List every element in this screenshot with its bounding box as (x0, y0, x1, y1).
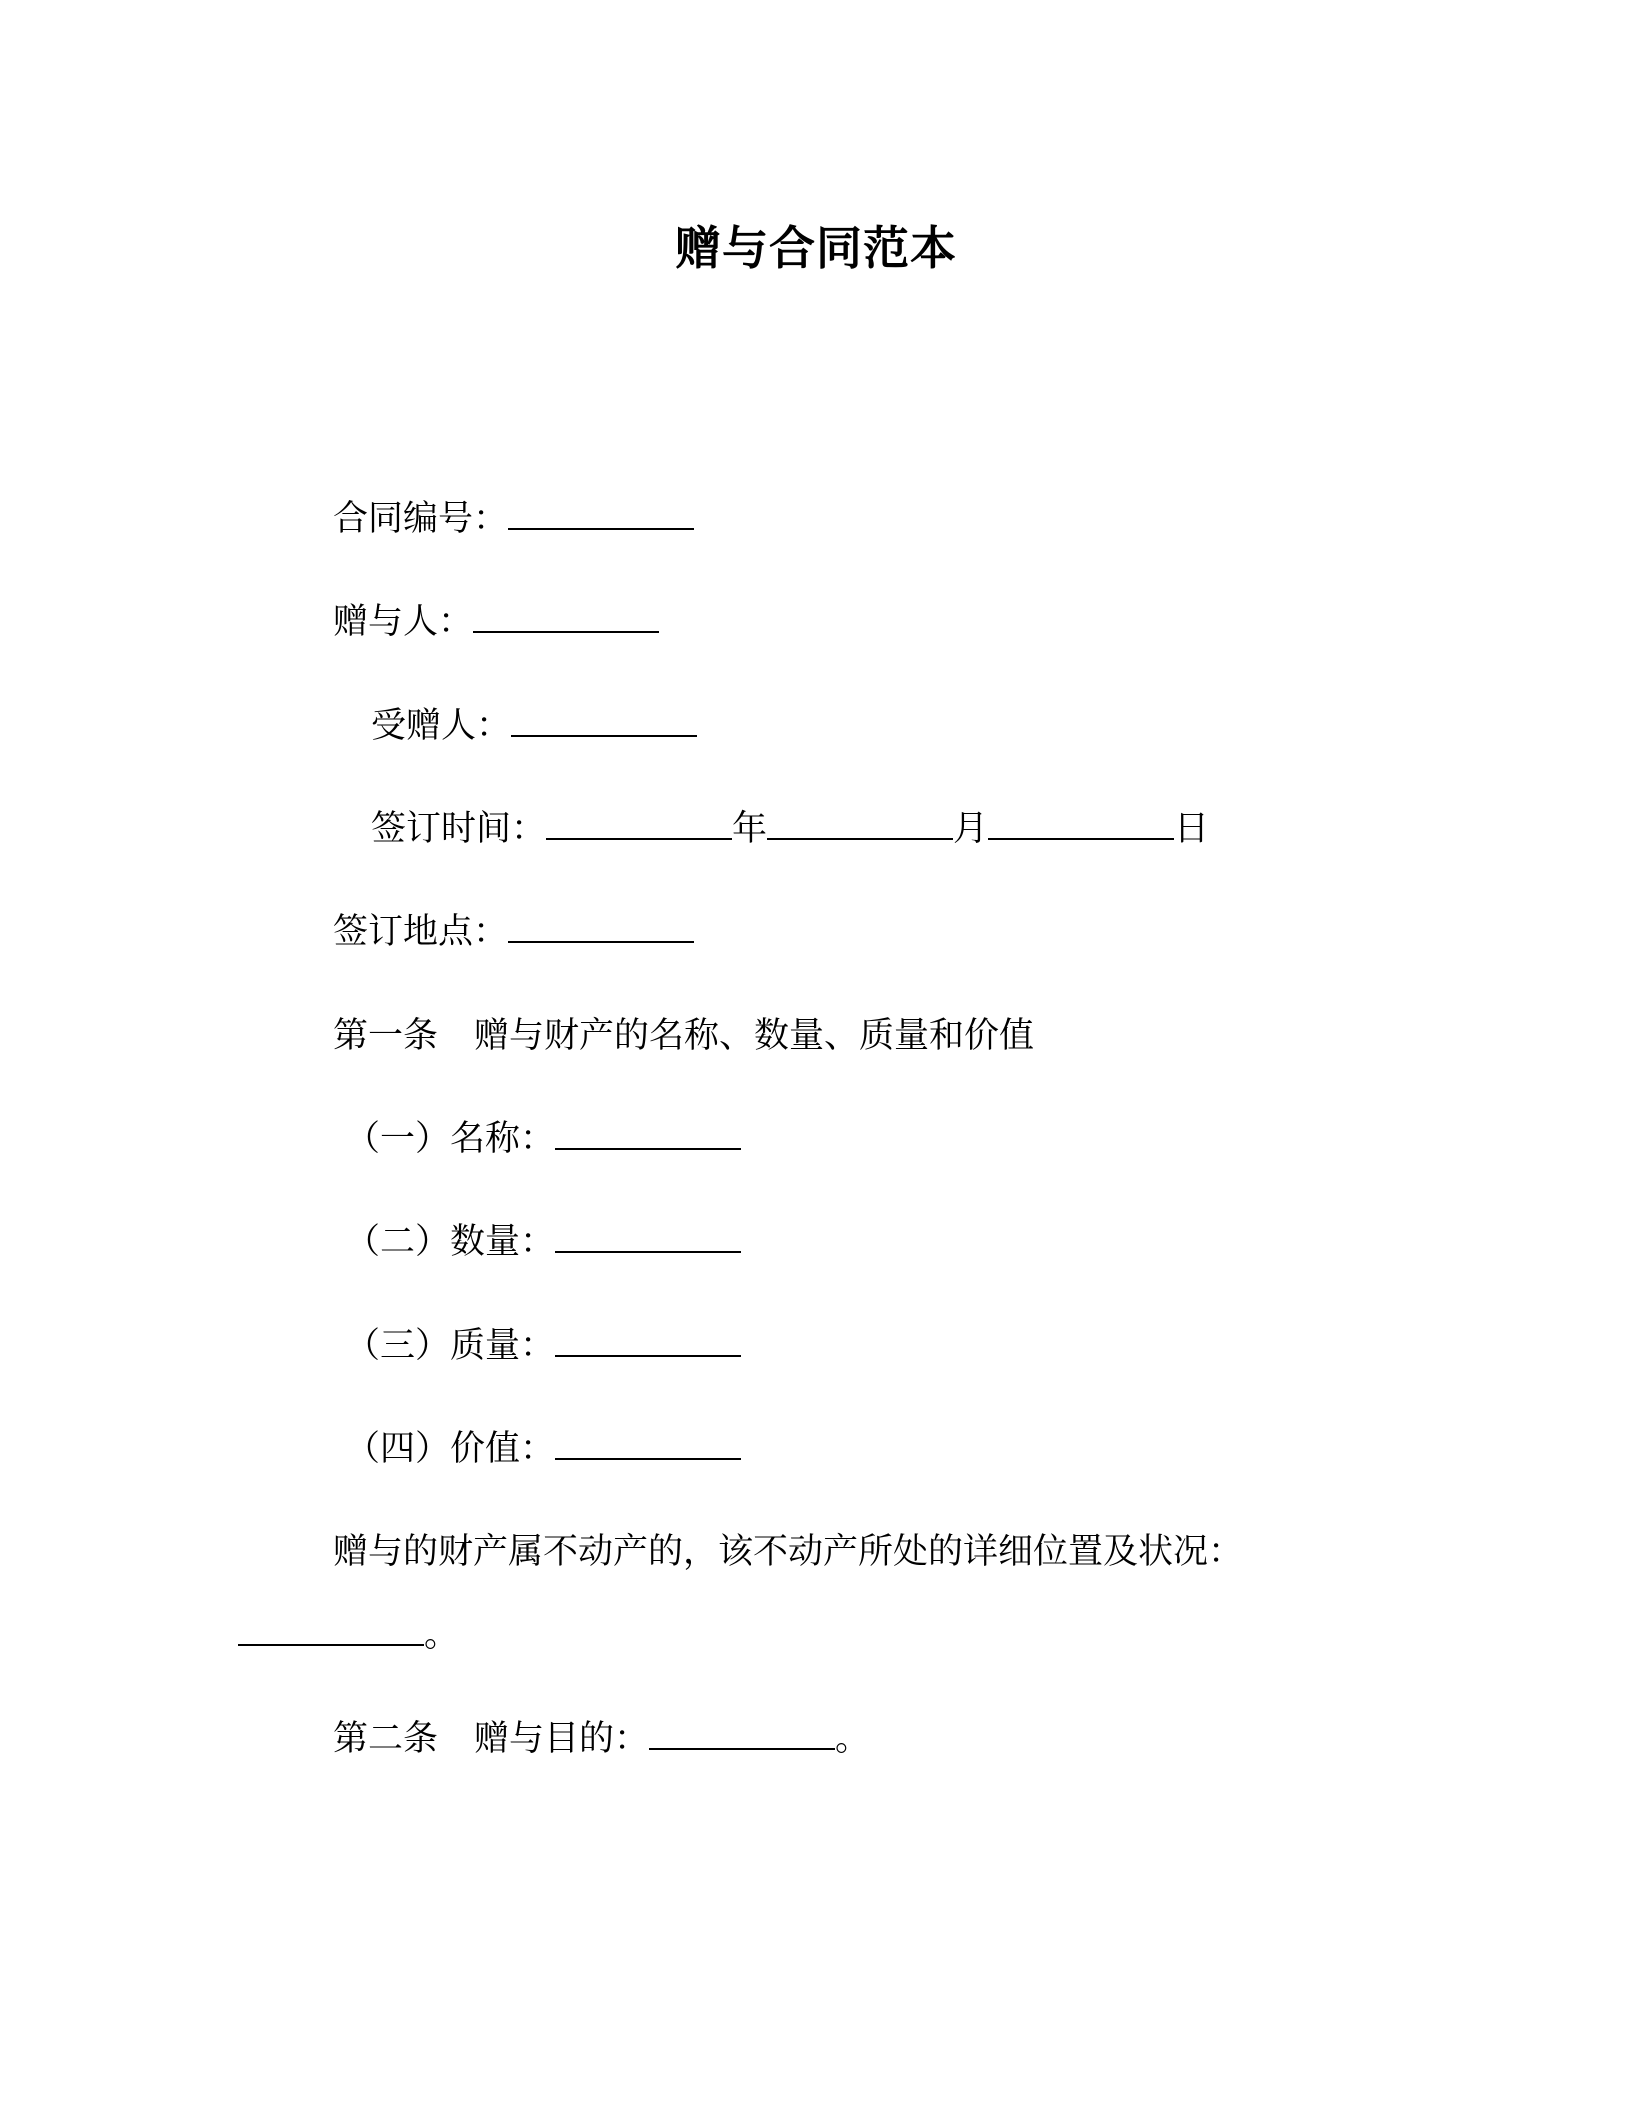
purpose-blank[interactable] (649, 1718, 835, 1750)
article-2-line (333, 1714, 870, 1764)
realestate-continuation (238, 1610, 459, 1660)
donor-blank[interactable] (473, 601, 659, 633)
donee-blank[interactable] (511, 705, 697, 737)
realestate-end: 。 (424, 1615, 460, 1655)
realestate-text: 赠与的财产属不动产的，该不动产所处的详细位置及状况： (333, 1532, 1244, 1572)
sign-time-label: 签订时间： (371, 809, 547, 849)
item-quality-label: （三）质量： (345, 1326, 556, 1366)
article-2-number: 第二条 (333, 1719, 439, 1759)
contract-number-label: 合同编号： (333, 499, 509, 539)
donee-line (371, 701, 697, 751)
realestate-paragraph (333, 1527, 1243, 1577)
article-1-title: 赠与财产的名称、数量、质量和价值 (474, 1016, 1035, 1056)
article-2-end: 。 (835, 1719, 871, 1759)
item-quantity-line (345, 1217, 741, 1267)
item-value-blank[interactable] (555, 1428, 741, 1460)
year-label: 年 (732, 809, 768, 849)
item-name-blank[interactable] (555, 1118, 741, 1150)
day-label: 日 (1174, 809, 1210, 849)
item-value-line (345, 1424, 741, 1474)
article-2-title: 赠与目的： (474, 1719, 650, 1759)
sign-place-label: 签订地点： (333, 912, 509, 952)
item-name-line (345, 1114, 741, 1164)
realestate-blank[interactable] (238, 1614, 424, 1646)
donee-label: 受赠人： (371, 706, 512, 746)
item-quality-line (345, 1321, 741, 1371)
sign-place-line (333, 907, 694, 957)
sign-time-line (371, 804, 1209, 854)
donor-line (333, 597, 659, 647)
document-title: 赠与合同范本 (675, 221, 957, 275)
item-value-label: （四）价值： (345, 1429, 556, 1469)
article-1-number: 第一条 (333, 1016, 439, 1056)
item-quality-blank[interactable] (555, 1325, 741, 1357)
item-quantity-blank[interactable] (555, 1221, 741, 1253)
sign-place-blank[interactable] (508, 911, 694, 943)
contract-number-line (333, 494, 694, 544)
article-1-heading (333, 1011, 1034, 1061)
month-label: 月 (953, 809, 989, 849)
item-name-label: （一）名称： (345, 1119, 556, 1159)
day-blank[interactable] (988, 808, 1174, 840)
item-quantity-label: （二）数量： (345, 1222, 556, 1262)
contract-number-blank[interactable] (508, 498, 694, 530)
donor-label: 赠与人： (333, 602, 474, 642)
month-blank[interactable] (767, 808, 953, 840)
year-blank[interactable] (546, 808, 732, 840)
